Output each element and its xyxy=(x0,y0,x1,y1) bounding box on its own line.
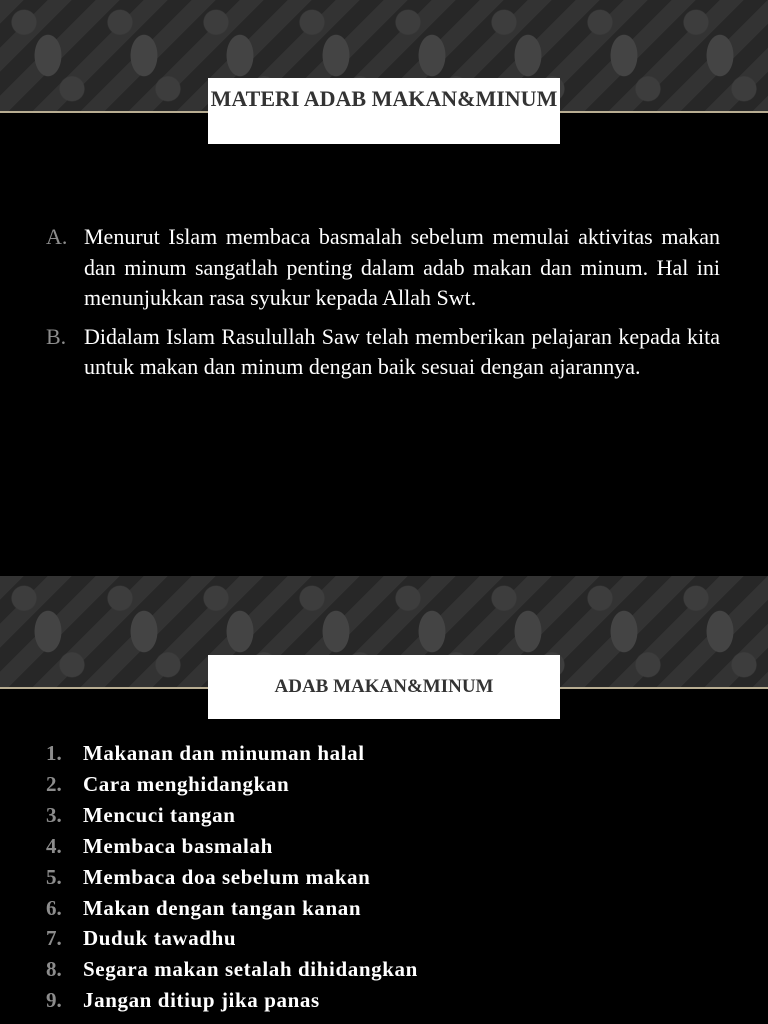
list-item xyxy=(46,893,720,924)
list-item-text: Membaca doa sebelum makan xyxy=(83,864,371,889)
list-item xyxy=(46,322,720,383)
list-item-text: Jangan ditiup jika panas xyxy=(83,988,320,1013)
list-item-text: Duduk tawadhu xyxy=(83,926,237,951)
list-item xyxy=(46,923,720,954)
list-marker: 4. xyxy=(46,833,62,858)
list-marker: 9. xyxy=(46,988,62,1013)
list-marker: 5. xyxy=(46,864,62,889)
list-marker: 6. xyxy=(46,895,62,920)
slide-1-list xyxy=(46,222,720,391)
list-item xyxy=(46,831,720,862)
list-item-text: Cara menghidangkan xyxy=(83,771,290,796)
list-marker: B. xyxy=(46,323,67,349)
list-item xyxy=(46,800,720,831)
list-marker: 3. xyxy=(46,802,62,827)
list-marker: A. xyxy=(46,224,68,249)
list-item-text: Makanan dan minuman halal xyxy=(83,741,365,765)
slide-2 xyxy=(0,576,768,1024)
list-marker: 2. xyxy=(46,771,62,796)
list-item xyxy=(46,954,720,985)
list-item-text: Mencuci tangan xyxy=(83,802,236,827)
list-item xyxy=(46,738,720,769)
slide-2-title: ADAB MAKAN&MINUM xyxy=(208,655,560,719)
list-item-text: Segara makan setalah dihidangkan xyxy=(83,957,418,982)
slide-1-title: MATERI ADAB MAKAN&MINUM xyxy=(208,78,560,144)
slide-2-list xyxy=(46,738,720,1016)
list-item xyxy=(46,769,720,800)
list-marker: 8. xyxy=(46,957,62,982)
list-item-text: Didalam Islam Rasulullah Saw telah memberikan pelajaran kepada kita untuk makan dan minum dengan baik sesuai dengan ajarannya. xyxy=(84,323,720,379)
list-item xyxy=(46,985,720,1016)
list-item xyxy=(46,862,720,893)
list-marker: 1. xyxy=(46,741,62,765)
list-marker: 7. xyxy=(46,926,62,951)
list-item-text: Makan dengan tangan kanan xyxy=(83,895,362,920)
list-item xyxy=(46,222,720,314)
list-item-text: Menurut Islam membaca basmalah sebelum memulai aktivitas makan dan minum sangatlah penting dalam adab makan dan minum. Hal ini menunjukkan rasa syukur kepada Allah Swt. xyxy=(84,224,720,310)
list-item-text: Membaca basmalah xyxy=(83,833,273,858)
